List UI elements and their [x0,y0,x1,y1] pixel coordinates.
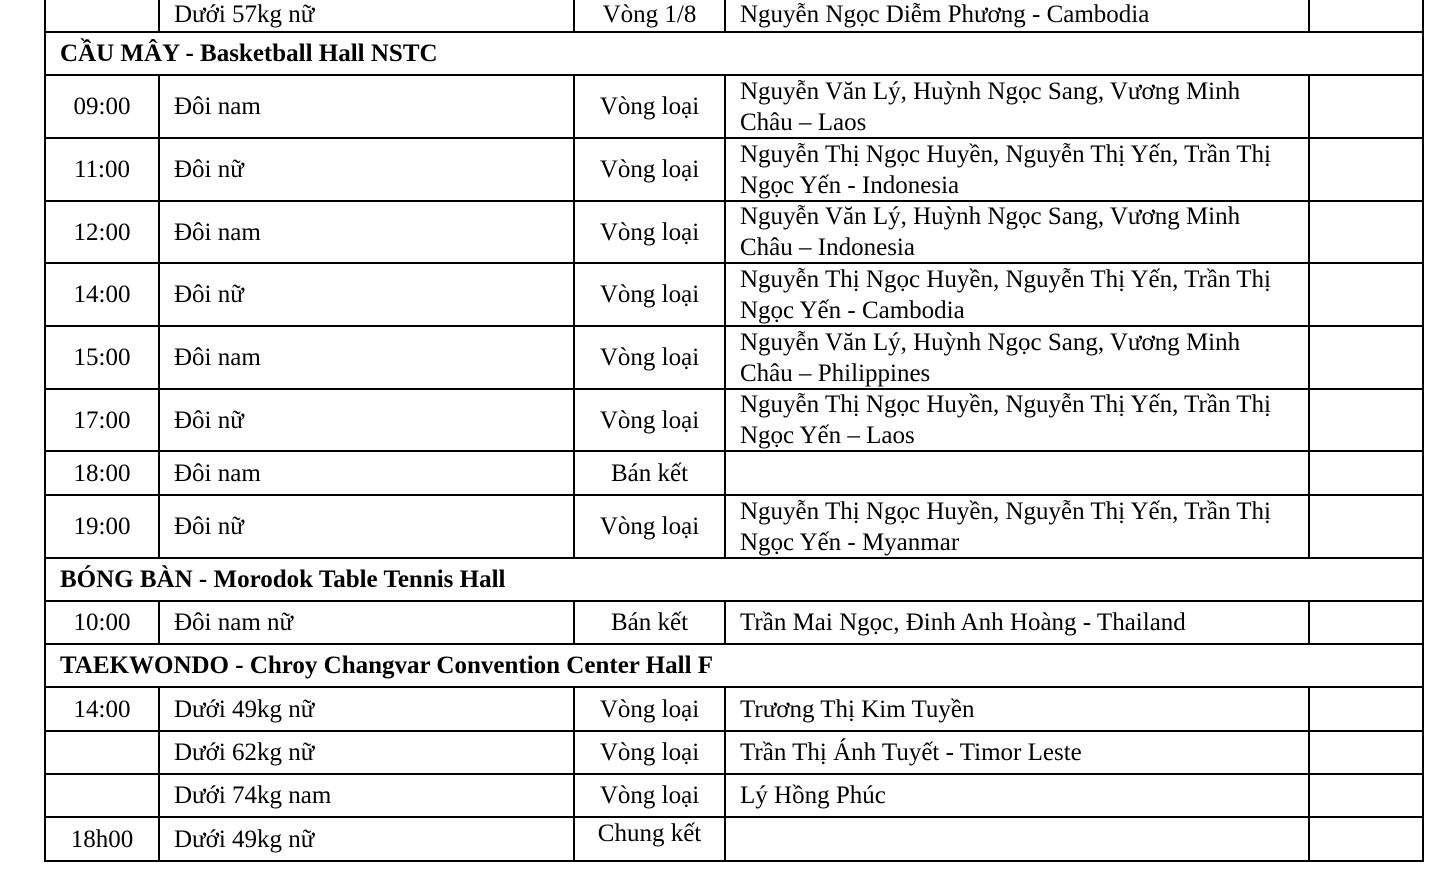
schedule-table [44,0,1424,862]
round-cell: Vòng loại [575,264,726,325]
result-cell [1310,327,1422,388]
match-cell: Lý Hồng Phúc [726,775,1310,816]
result-cell [1310,139,1422,200]
event-cell: Dưới 57kg nữ [160,0,575,31]
result-cell [1310,202,1422,262]
table-row [44,0,1424,33]
event-cell: Đôi nam [160,452,575,494]
match-cell [726,818,1310,860]
match-cell: Nguyễn Văn Lý, Huỳnh Ngọc Sang, Vương Minh Châu – Indonesia [726,202,1310,262]
event-cell: Đôi nam [160,76,575,137]
table-row [44,688,1424,732]
section-header-bong-ban: BÓNG BÀN - Morodok Table Tennis Hall [44,559,1424,602]
table-row [44,76,1424,139]
time-cell: 11:00 [46,139,160,200]
match-cell [726,452,1310,494]
result-cell [1310,688,1422,730]
table-row [44,390,1424,452]
result-cell [1310,0,1422,31]
time-cell [46,0,160,31]
match-cell: Nguyễn Thị Ngọc Huyền, Nguyễn Thị Yến, Trần Thị Ngọc Yến - Indonesia [726,139,1310,200]
match-cell: Trần Thị Ánh Tuyết - Timor Leste [726,732,1310,773]
round-cell: Vòng loại [575,496,726,557]
result-cell [1310,818,1422,860]
match-cell: Trương Thị Kim Tuyền [726,688,1310,730]
time-cell: 14:00 [46,264,160,325]
result-cell [1310,452,1422,494]
match-cell: Nguyễn Ngọc Diễm Phương - Cambodia [726,0,1310,31]
section-header-taekwondo: TAEKWONDO - Chroy Changvar Convention Center Hall F [44,645,1424,688]
time-cell: 17:00 [46,390,160,450]
table-row [44,202,1424,264]
result-cell [1310,76,1422,137]
match-cell: Nguyễn Thị Ngọc Huyền, Nguyễn Thị Yến, Trần Thị Ngọc Yến - Myanmar [726,496,1310,557]
table-row [44,602,1424,645]
round-cell: Vòng 1/8 [575,0,726,31]
table-row [44,452,1424,496]
round-cell: Vòng loại [575,732,726,773]
event-cell: Đôi nữ [160,264,575,325]
match-cell: Nguyễn Thị Ngọc Huyền, Nguyễn Thị Yến, Trần Thị Ngọc Yến - Cambodia [726,264,1310,325]
table-row [44,775,1424,818]
result-cell [1310,732,1422,773]
table-row [44,732,1424,775]
match-cell: Trần Mai Ngọc, Đinh Anh Hoàng - Thailand [726,602,1310,643]
table-row [44,264,1424,327]
event-cell: Đôi nữ [160,139,575,200]
round-cell: Vòng loại [575,390,726,450]
time-cell: 18h00 [46,818,160,860]
result-cell [1310,264,1422,325]
round-cell: Vòng loại [575,202,726,262]
round-cell: Bán kết [575,452,726,494]
event-cell: Dưới 49kg nữ [160,818,575,860]
section-header-cau-may: CẦU MÂY - Basketball Hall NSTC [44,33,1424,76]
match-cell: Nguyễn Văn Lý, Huỳnh Ngọc Sang, Vương Minh Châu – Laos [726,76,1310,137]
time-cell: 14:00 [46,688,160,730]
table-row [44,327,1424,390]
round-cell: Chung kết [575,818,726,860]
event-cell: Dưới 49kg nữ [160,688,575,730]
time-cell: 09:00 [46,76,160,137]
time-cell: 18:00 [46,452,160,494]
result-cell [1310,775,1422,816]
round-cell: Vòng loại [575,775,726,816]
time-cell: 15:00 [46,327,160,388]
round-cell: Vòng loại [575,139,726,200]
event-cell: Dưới 74kg nam [160,775,575,816]
result-cell [1310,390,1422,450]
result-cell [1310,602,1422,643]
time-cell [46,775,160,816]
round-cell: Bán kết [575,602,726,643]
event-cell: Đôi nam [160,327,575,388]
round-cell: Vòng loại [575,327,726,388]
match-cell: Nguyễn Thị Ngọc Huyền, Nguyễn Thị Yến, Trần Thị Ngọc Yến – Laos [726,390,1310,450]
event-cell: Đôi nam [160,202,575,262]
event-cell: Đôi nam nữ [160,602,575,643]
table-row [44,139,1424,202]
time-cell: 19:00 [46,496,160,557]
time-cell [46,732,160,773]
match-cell: Nguyễn Văn Lý, Huỳnh Ngọc Sang, Vương Minh Châu – Philippines [726,327,1310,388]
time-cell: 12:00 [46,202,160,262]
round-cell: Vòng loại [575,76,726,137]
event-cell: Đôi nữ [160,496,575,557]
round-cell: Vòng loại [575,688,726,730]
table-row [44,818,1424,862]
result-cell [1310,496,1422,557]
event-cell: Dưới 62kg nữ [160,732,575,773]
time-cell: 10:00 [46,602,160,643]
table-row [44,496,1424,559]
event-cell: Đôi nữ [160,390,575,450]
